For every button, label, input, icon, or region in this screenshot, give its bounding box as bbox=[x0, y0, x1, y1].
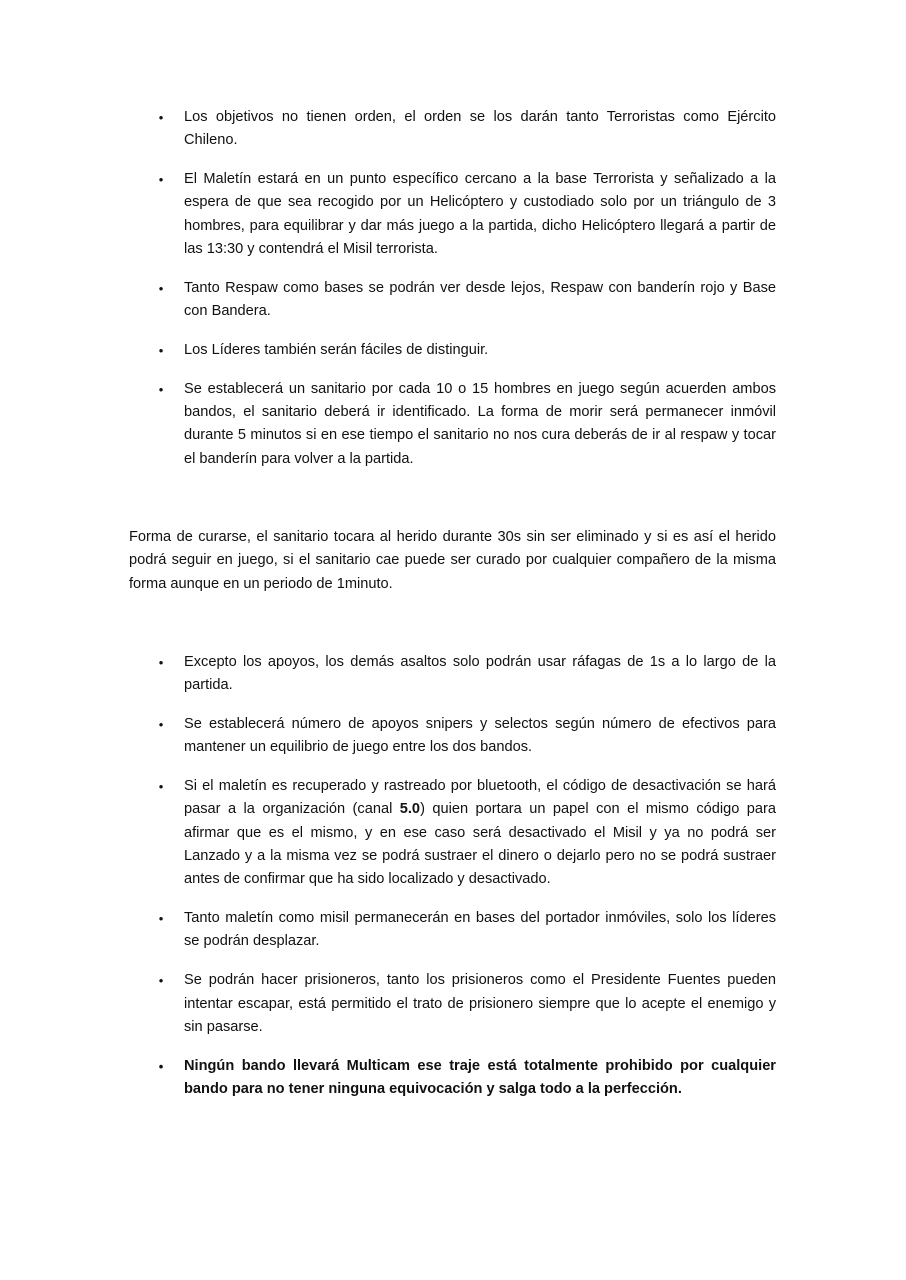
bullet-icon: • bbox=[158, 110, 164, 125]
rules-list-2 bbox=[0, 651, 906, 1117]
list-item bbox=[0, 277, 776, 324]
bullet-icon: • bbox=[158, 381, 164, 397]
list-item-text: Tanto Respaw como bases se podrán ver desde lejos, Respaw con banderín rojo y Base con Bandera. bbox=[184, 279, 776, 320]
bullet-icon: • bbox=[158, 280, 164, 296]
list-item bbox=[0, 378, 776, 471]
rules-list-1 bbox=[0, 106, 906, 486]
list-item bbox=[0, 168, 776, 261]
list-item bbox=[0, 775, 776, 891]
list-item-text: Los Líderes también serán fáciles de distinguir. bbox=[184, 341, 489, 358]
list-item-text-start: Si el maletín es recuperado y rastreado por bluetooth, el código de desactivación se hará pasar a la organización (canal bbox=[184, 778, 776, 818]
list-item bbox=[0, 713, 776, 760]
bullet-icon: • bbox=[158, 342, 164, 358]
list-item-text: El Maletín estará en un punto específico cercano a la base Terrorista y señalizado a la espera de que sea recogido por un Helicóptero y custodiado solo por un triángulo de 3 hombres, para equilibrar y dar más juego a la partida, dicho Helicóptero llegará a partir de las 13:30 y contendrá el Misil terrorista. bbox=[184, 171, 776, 257]
radio-channel: 5.0 bbox=[399, 801, 421, 818]
list-item-text: Excepto los apoyos, los demás asaltos solo podrán usar ráfagas de 1s a lo largo de la partida. bbox=[184, 654, 776, 694]
list-item bbox=[0, 969, 776, 1039]
list-item-text: Se podrán hacer prisioneros, tanto los prisioneros como el Presidente Fuentes pueden intentar escapar, está permitido el trato de prisionero siempre que lo acepte el enemigo y sin pasarse. bbox=[184, 972, 776, 1035]
list-item-text: Se establecerá un sanitario por cada 10 o 15 hombres en juego según acuerden ambos bandos, el sanitario deberá ir identificado. La forma de morir será permanecer inmóvil durante 5 minutos si en ese tiempo el sanitario no nos cura deberás de ir al respaw y tocar el banderín para volver a la partida. bbox=[184, 380, 776, 467]
bullet-icon: • bbox=[158, 779, 164, 795]
bullet-icon: • bbox=[158, 1058, 164, 1074]
bullet-icon: • bbox=[158, 973, 164, 989]
list-item-text-end: ) quien portara un papel con el mismo código para afirmar que es el mismo, y en ese caso será desactivado el Misil y ya no podrá ser Lanzado y a la misma vez se podrá sustraer el dinero o dejarlo pero no se podrá sustraer antes de confirmar que ha sido localizado y desactivado. bbox=[184, 801, 776, 888]
list-item-text: Los objetivos no tienen orden, el orden se los darán tanto Terroristas como Ejército Chileno. bbox=[184, 109, 776, 149]
healing-paragraph: Forma de curarse, el sanitario tocara al herido durante 30s sin ser eliminado y si es así el herido podrá seguir en juego, si el sanitario cae puede ser curado por cualquier compañero de la misma forma aunque en un periodo de 1minuto. bbox=[129, 529, 776, 592]
bullet-icon: • bbox=[158, 717, 164, 733]
list-item bbox=[0, 651, 776, 698]
list-item bbox=[0, 106, 776, 153]
list-item-text: Tanto maletín como misil permanecerán en bases del portador inmóviles, solo los líderes se podrán desplazar. bbox=[184, 910, 776, 950]
list-item bbox=[0, 907, 776, 954]
list-item bbox=[0, 339, 776, 362]
bullet-icon: • bbox=[158, 172, 164, 188]
list-item-text: Se establecerá número de apoyos snipers y selectos según número de efectivos para mantener un equilibrio de juego entre los dos bandos. bbox=[184, 716, 776, 756]
bullet-icon: • bbox=[158, 655, 164, 670]
bullet-icon: • bbox=[158, 911, 164, 927]
list-item-warning bbox=[0, 1055, 776, 1102]
list-item-text: Ningún bando llevará Multicam ese traje está totalmente prohibido por cualquier bando para no tener ninguna equivocación y salga todo a la perfección. bbox=[184, 1057, 776, 1097]
